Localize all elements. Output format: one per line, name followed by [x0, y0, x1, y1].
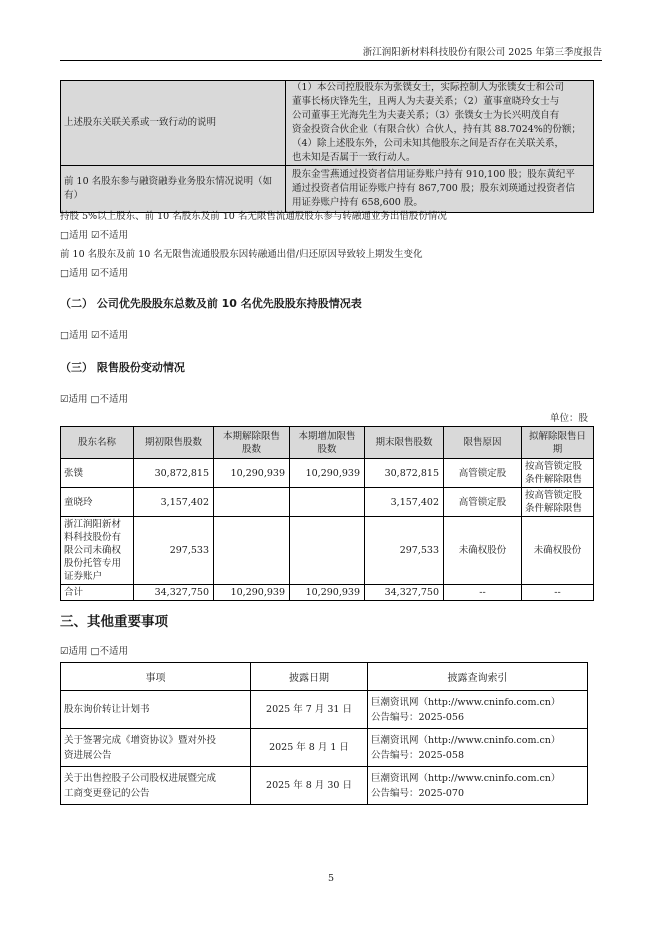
unit-label: 单位：股	[549, 413, 588, 424]
relation-label: 上述股东关联关系或一致行动的说明	[61, 81, 286, 166]
restricted-shares-heading: （三） 限售股份变动情况	[60, 361, 185, 374]
total-date: --	[522, 585, 594, 601]
table-row	[61, 166, 594, 213]
preferred-shares-heading: （二） 公司优先股股东总数及前 10 名优先股股东持股情况表	[60, 297, 362, 310]
header-rule	[60, 60, 602, 61]
securities-lending-note: 持股 5%以上股东、前 10 名股东及前 10 名无限售流通股股东参与转融通业务出借股份情况	[60, 211, 447, 222]
released-shares: 10,290,939	[214, 459, 290, 488]
total-end: 34,327,750	[365, 585, 444, 601]
restriction-reason: 高管锁定股	[444, 459, 522, 488]
begin-restricted: 3,157,402	[134, 488, 214, 517]
relation-line: 董事长杨庆锋先生，且两人为夫妻关系；（2）董事童晓玲女士与	[292, 96, 560, 107]
end-restricted: 3,157,402	[365, 488, 444, 517]
label-line: 前 10 名股东参与融资融券业务股东情况说明（如	[64, 176, 273, 187]
other-matters-heading: 三、其他重要事项	[60, 614, 168, 630]
total-released: 10,290,939	[214, 585, 290, 601]
applicability-checkbox: □适用 ☑不适用	[60, 230, 129, 241]
applicability-checkbox: □适用 ☑不适用	[60, 268, 129, 279]
event-date: 2025 年 8 月 30 日	[251, 767, 368, 805]
disclosure-events-table	[60, 662, 588, 805]
table-total-row	[61, 585, 594, 601]
holder-name: 童晓玲	[61, 488, 134, 517]
added-shares	[290, 488, 365, 517]
margin-line: 通过投资者信用证券账户持有 867,700 股；股东刘瑛通过投资者信	[292, 183, 575, 194]
relation-line: 公司董事王光海先生为夫妻关系；（3）张镤女士为长兴明茂自有	[292, 110, 560, 121]
col-header: 股东名称	[61, 427, 134, 459]
release-date: 未确权股份	[522, 517, 594, 585]
restriction-reason: 高管锁定股	[444, 488, 522, 517]
total-reason: --	[444, 585, 522, 601]
begin-restricted: 297,533	[134, 517, 214, 585]
relation-line: （4）除上述股东外，公司未知其他股东之间是否存在关联关系，	[292, 138, 565, 149]
table-row	[61, 81, 594, 166]
margin-trading-label	[61, 166, 286, 213]
applicability-checkbox: ☑适用 □不适用	[60, 646, 129, 657]
col-header: 期末限售股数	[365, 427, 444, 459]
restricted-shares-table	[60, 426, 594, 601]
table-row	[61, 729, 588, 767]
released-shares	[214, 517, 290, 585]
page-header: 浙江润阳新材料科技股份有限公司 2025 年第三季度报告	[362, 47, 602, 58]
applicability-checkbox: ☑适用 □不适用	[60, 394, 129, 405]
release-date: 按高管锁定股 条件解除限售	[522, 488, 594, 517]
added-shares	[290, 517, 365, 585]
event-index: 巨潮资讯网（http://www.cninfo.com.cn） 公告编号：2025-058	[368, 729, 588, 767]
table-header-row	[61, 427, 594, 459]
col-header: 期初限售股数	[134, 427, 214, 459]
page-number: 5	[327, 873, 335, 884]
total-begin: 34,327,750	[134, 585, 214, 601]
table-row	[61, 691, 588, 729]
col-header: 拟解除限售日 期	[522, 427, 594, 459]
applicability-checkbox: □适用 ☑不适用	[60, 330, 129, 341]
relation-line: （1）本公司控股股东为张镤女士，实际控制人为张镤女士和公司	[292, 82, 565, 93]
event-date: 2025 年 8 月 1 日	[251, 729, 368, 767]
event-date: 2025 年 7 月 31 日	[251, 691, 368, 729]
table-header-row	[61, 663, 588, 691]
margin-line: 用证券账户持有 658,600 股。	[292, 197, 423, 208]
col-header: 披露查询索引	[368, 663, 588, 691]
table-row	[61, 517, 594, 585]
released-shares	[214, 488, 290, 517]
relation-line: 资金投资合伙企业（有限合伙）合伙人，持有其 88.7024%的份额；	[292, 124, 581, 135]
table-row	[61, 459, 594, 488]
relation-value	[286, 81, 594, 166]
col-header: 本期增加限售 股数	[290, 427, 365, 459]
holder-name: 张镤	[61, 459, 134, 488]
restriction-reason: 未确权股份	[444, 517, 522, 585]
col-header: 披露日期	[251, 663, 368, 691]
event-item: 关于签署完成《增资协议》暨对外投 资进展公告	[61, 729, 251, 767]
shareholder-relation-table	[60, 80, 594, 213]
end-restricted: 297,533	[365, 517, 444, 585]
table-row	[61, 488, 594, 517]
margin-trading-value	[286, 166, 594, 213]
margin-line: 股东金雪燕通过投资者信用证券账户持有 910,100 股；股东黄纪平	[292, 169, 575, 180]
col-header: 本期解除限售 股数	[214, 427, 290, 459]
event-item: 关于出售控股子公司股权进展暨完成 工商变更登记的公告	[61, 767, 251, 805]
col-header: 事项	[61, 663, 251, 691]
total-added: 10,290,939	[290, 585, 365, 601]
end-restricted: 30,872,815	[365, 459, 444, 488]
table-row	[61, 767, 588, 805]
event-index: 巨潮资讯网（http://www.cninfo.com.cn） 公告编号：2025-070	[368, 767, 588, 805]
lending-change-note: 前 10 名股东及前 10 名无限售流通股股东因转融通出借/归还原因导致较上期发生变化	[60, 249, 423, 260]
added-shares: 10,290,939	[290, 459, 365, 488]
event-item: 股东询价转让计划书	[61, 691, 251, 729]
holder-name: 浙江润阳新材 料科技股份有 限公司未确权 股份托管专用 证券账户	[61, 517, 134, 585]
relation-line: 也未知是否属于一致行动人。	[292, 152, 416, 163]
event-index: 巨潮资讯网（http://www.cninfo.com.cn） 公告编号：2025-056	[368, 691, 588, 729]
total-label: 合计	[61, 585, 134, 601]
release-date: 按高管锁定股 条件解除限售	[522, 459, 594, 488]
col-header: 限售原因	[444, 427, 522, 459]
begin-restricted: 30,872,815	[134, 459, 214, 488]
label-line: 有）	[64, 190, 84, 201]
